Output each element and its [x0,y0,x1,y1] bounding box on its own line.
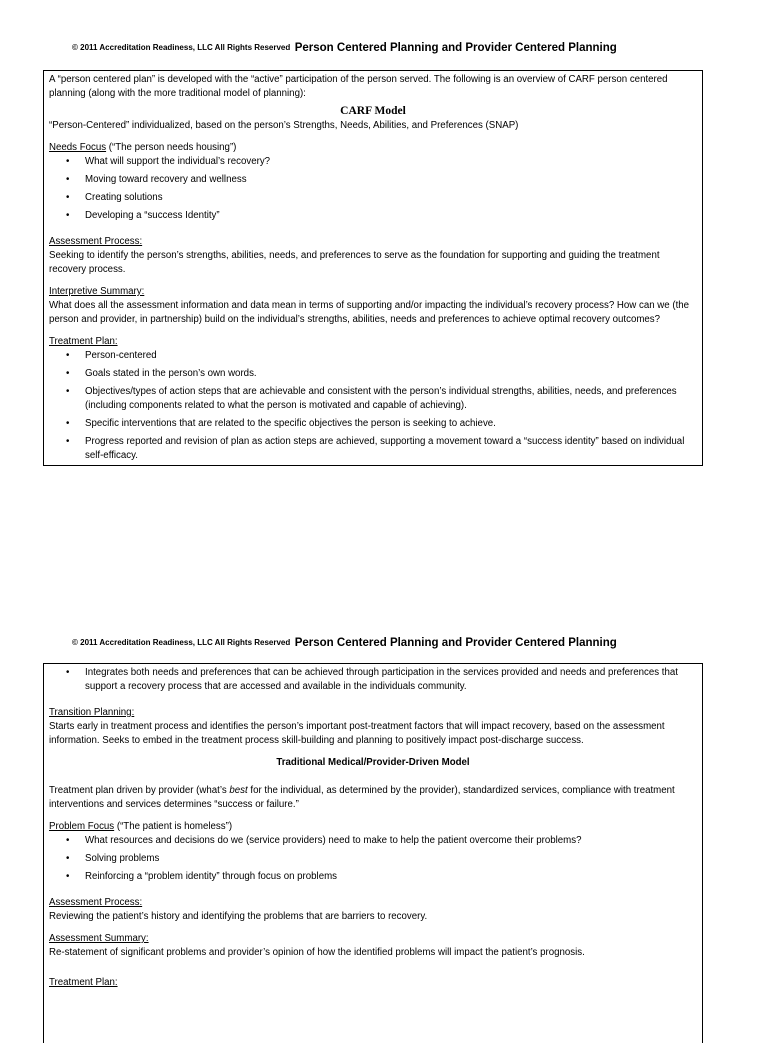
list-item: • Creating solutions [66,192,163,203]
document-title: Person Centered Planning and Provider Centered Planning [294,42,617,54]
needs-focus-heading: Needs Focus [49,142,107,153]
bullet-icon: • [66,667,70,678]
assessment-summary-text: Re-statement of significant problems and provider’s opinion of how the identified problems will impact the patient’s prognosis. [49,947,585,958]
list-item: • Moving toward recovery and wellness [66,174,247,185]
traditional-model-box [43,663,703,1043]
page-header-2 [72,633,692,651]
list-item: • Solving problems [66,853,160,864]
document-title: Person Centered Planning and Provider Centered Planning [294,637,617,649]
list-item: • Developing a “success Identity” [66,210,220,221]
treatment-plan-heading: Treatment Plan: [49,336,118,347]
list-item: • Progress reported and revision of plan as action steps are achieved, supporting a movement toward a “success identity” based on individual self-efficacy. [66,436,685,461]
carf-description: “Person-Centered” individualized, based on the person’s Strengths, Needs, Abilities, and Preferences (SNAP) [49,120,519,131]
transition-planning-heading: Transition Planning: [49,707,135,718]
bullet-icon: • [66,853,70,864]
bullet-icon: • [66,835,70,846]
needs-focus-note: (“The person needs housing”) [106,142,237,153]
page-header-1 [72,38,692,56]
interpretive-summary-heading: Interpretive Summary: [49,286,145,297]
assessment-process-text: Seeking to identify the person’s strengths, abilities, needs, and preferences to serve as the foundation for supporting and guiding the treatment recovery process. [49,250,660,275]
list-item: • Person-centered [66,350,157,361]
bullet-icon: • [66,386,70,397]
list-item: • Specific interventions that are related to the specific objectives the person is seeking to achieve. [66,418,496,429]
bullet-icon: • [66,418,70,429]
interpretive-summary-text: What does all the assessment information and data mean in terms of supporting and/or impacting the individual’s recovery process? How can we (the person and provider, in partnership) build on the individual’s strengths, abilities, needs and preferences to achieve optimal recovery outcomes? [49,300,690,325]
assessment-process-text-2: Reviewing the patient’s history and identifying the problems that are barriers to recovery. [49,911,428,922]
integrates-list [49,666,697,694]
assessment-process-heading-2: Assessment Process: [49,897,143,908]
traditional-model-text: Treatment plan driven by provider (what’s best for the individual, as determined by the provider), standardized services, compliance with treatment interventions and services determines “success or failure.” [49,785,675,810]
bullet-icon: • [66,174,70,185]
copyright-notice: © 2011 Accreditation Readiness, LLC All Rights Reserved [72,43,291,52]
needs-focus-line [49,141,697,155]
list-item: • Objectives/types of action steps that are achievable and consistent with the person’s individual strengths, abilities, needs, and preferences (including components related to what the person is motivated and capable of achieving). [66,386,677,411]
emphasis-best: best [229,785,248,796]
copyright-notice: © 2011 Accreditation Readiness, LLC All Rights Reserved [72,638,291,647]
carf-model-box [43,70,703,466]
bullet-icon: • [66,436,70,447]
list-item: • Reinforcing a “problem identity” through focus on problems [66,871,338,882]
bullet-icon: • [66,192,70,203]
problem-focus-note: (“The patient is homeless”) [114,821,233,832]
list-item: • What resources and decisions do we (service providers) need to make to help the patient overcome their problems? [66,835,582,846]
list-item: • Integrates both needs and preferences that can be achieved through participation in the services provided and needs and preferences that support a recovery process that are accessed and available in the individuals community. [66,667,678,692]
problem-list [49,834,697,884]
treatment-list [49,349,697,463]
list-item: • What will support the individual’s recovery? [66,156,271,167]
problem-focus-line [49,820,697,834]
assessment-process-heading: Assessment Process: [49,236,143,247]
bullet-icon: • [66,350,70,361]
intro-paragraph: A “person centered plan” is developed with the “active” participation of the person served. The following is an overview of CARF person centered planning (along with the more traditional model of planning): [49,74,668,99]
needs-list [49,155,697,223]
traditional-model-heading: Traditional Medical/Provider-Driven Model [276,757,470,768]
transition-planning-text: Starts early in treatment process and identifies the person’s important post-treatment factors that will impact recovery, based on the assessment information. Seeks to embed in the treatment process skill-building and planning to positively impact post-discharge success. [49,721,665,746]
list-item: • Goals stated in the person’s own words. [66,368,257,379]
bullet-icon: • [66,368,70,379]
bullet-icon: • [66,156,70,167]
bullet-icon: • [66,210,70,221]
treatment-plan-heading-2: Treatment Plan: [49,977,118,988]
bullet-icon: • [66,871,70,882]
carf-model-heading: CARF Model [340,105,406,117]
problem-focus-heading: Problem Focus [49,821,115,832]
assessment-summary-heading: Assessment Summary: [49,933,149,944]
